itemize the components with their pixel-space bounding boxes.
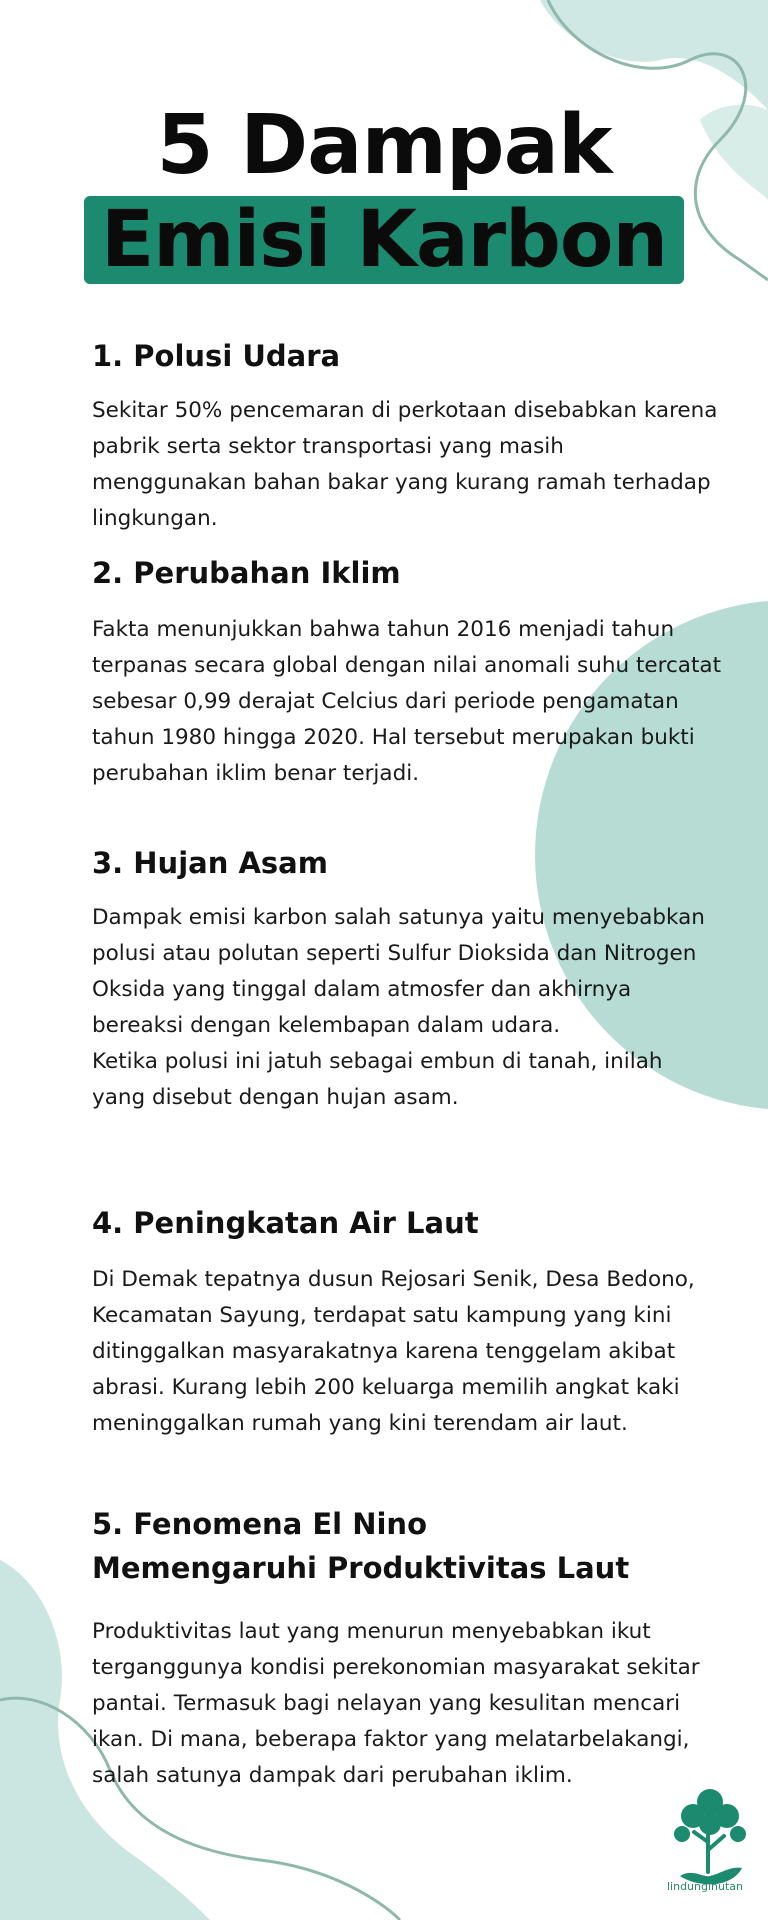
section-3-heading: 3. Hujan Asam: [92, 846, 328, 880]
section-5-paragraph-1: Produktivitas laut yang menurun menyebabkan ikut terganggunya kondisi perekonomian masyarakat sekitar pantai. Termasuk bagi nelayan yang kesulitan mencari ikan. Di mana, beberapa faktor yang melatarbelakangi, salah satunya dampak dari perubahan iklim.: [92, 1619, 700, 1788]
section-4-body: [92, 1262, 722, 1442]
title-line-2: Emisi Karbon: [100, 195, 668, 285]
section-1-body: [92, 393, 722, 537]
section-5-heading: 5. Fenomena El Nino Memengaruhi Produktivitas Laut: [92, 1507, 630, 1585]
section-3-body: [92, 900, 722, 1116]
section-3-paragraph-1: Dampak emisi karbon salah satunya yaitu menyebabkan polusi atau polutan seperti Sulfur Dioksida dan Nitrogen Oksida yang tinggal dalam atmosfer dan akhirnya bereaksi dengan kelembapan dalam udara.: [92, 905, 705, 1038]
top-right-blob: [540, 0, 768, 110]
section-3-paragraph-2: Ketika polusi ini jatuh sebagai embun di tanah, inilah yang disebut dengan hujan asam.: [92, 1049, 663, 1110]
section-1-paragraph-1: Sekitar 50% pencemaran di perkotaan disebabkan karena pabrik serta sektor transportasi yang masih menggunakan bahan bakar yang kurang ramah terhadap lingkungan.: [92, 398, 718, 531]
logo-text: lindungihutan: [666, 1880, 744, 1893]
section-2-body: [92, 612, 722, 792]
section-2-heading: 2. Perubahan Iklim: [92, 556, 401, 590]
section-4-heading: 4. Peningkatan Air Laut: [92, 1206, 479, 1240]
section-2-paragraph-1: Fakta menunjukkan bahwa tahun 2016 menjadi tahun terpanas secara global dengan nilai anomali suhu tercatat sebesar 0,99 derajat Celcius dari periode pengamatan tahun 1980 hingga 2020. Hal tersebut merupakan bukti perubahan iklim benar terjadi.: [92, 617, 722, 786]
section-4-paragraph-1: Di Demak tepatnya dusun Rejosari Senik, Desa Bedono, Kecamatan Sayung, terdapat satu kampung yang kini ditinggalkan masyarakatnya karena tenggelam akibat abrasi. Kurang lebih 200 keluarga memilih angkat kaki meninggalkan rumah yang kini terendam air laut.: [92, 1267, 695, 1436]
title-line-1: 5 Dampak: [156, 98, 612, 193]
section-1-heading: 1. Polusi Udara: [92, 339, 341, 373]
section-5-body: [92, 1614, 722, 1794]
